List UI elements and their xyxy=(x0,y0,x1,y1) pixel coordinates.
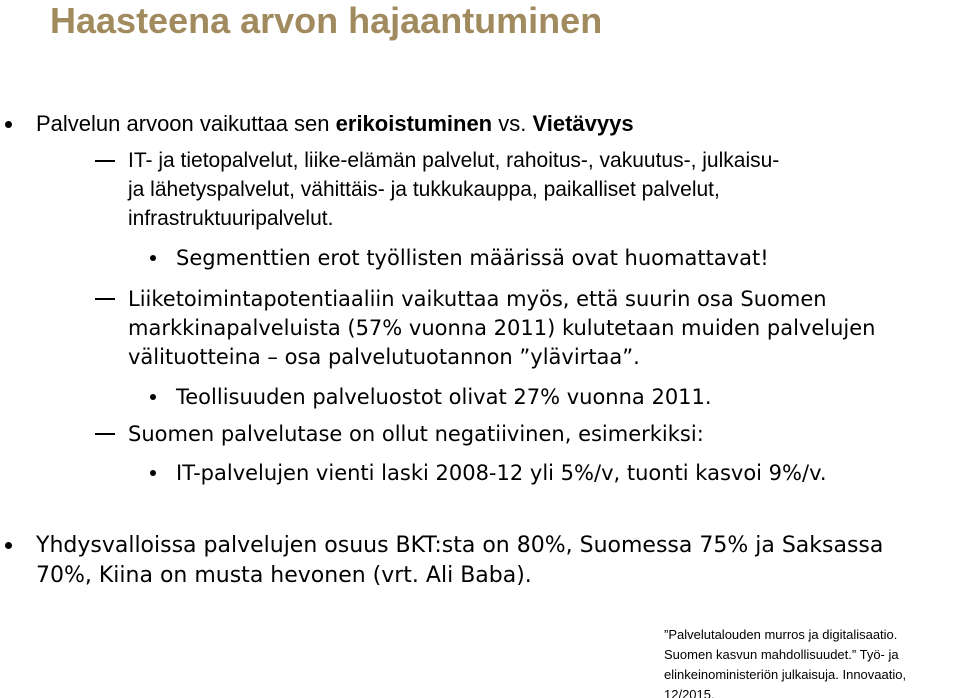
slide-title: Haasteena arvon hajaantuminen xyxy=(50,0,603,41)
sub3-text: IT-palvelujen vienti laski 2008-12 yli 5%/v, tuonti kasvoi 9%/v. xyxy=(176,461,827,485)
footnote-line3: elinkeinoministeriön julkaisuja. Innovaatio, xyxy=(664,667,907,682)
sub-bullet-marker xyxy=(150,255,156,261)
bullet2-line1: Yhdysvalloissa palvelujen osuus BKT:sta on 80%, Suomessa 75% ja Saksassa xyxy=(36,533,884,558)
dash1-line3: infrastruktuuripalvelut. xyxy=(128,207,334,230)
bullet-text-bold-exportability: Vietävyys xyxy=(532,111,634,136)
bullet-text-bold-specialization: erikoistuminen xyxy=(335,111,493,136)
footnote-line4: 12/2015. xyxy=(664,687,715,698)
footnote-line2: Suomen kasvun mahdollisuudet.” Työ- ja xyxy=(664,647,899,662)
bullet-text-value-specialization xyxy=(36,110,634,138)
dash2-line3: välituotteina – osa palvelutuotannon ”ylävirtaa”. xyxy=(128,345,640,369)
sub-bullet-marker xyxy=(150,394,156,400)
bullet-text-prefix: Palvelun arvoon vaikuttaa sen xyxy=(36,111,336,136)
dash-marker xyxy=(95,433,115,435)
footnote-line1: ”Palvelutalouden murros ja digitalisaatio. xyxy=(664,627,898,642)
sub-bullet-marker xyxy=(150,470,156,476)
sub1-text: Segmenttien erot työllisten määrissä ovat huomattavat! xyxy=(176,246,769,270)
dash-marker xyxy=(95,298,115,300)
bullet-text-mid: vs. xyxy=(492,111,533,136)
dash3-text: Suomen palvelutase on ollut negatiivinen, esimerkiksi: xyxy=(128,422,704,446)
dash2-line2: markkinapalveluista (57% vuonna 2011) kulutetaan muiden palvelujen xyxy=(128,316,876,340)
dash2-line1: Liiketoimintapotentiaaliin vaikuttaa myös, että suurin osa Suomen xyxy=(128,287,827,311)
footnote-citation xyxy=(664,625,956,698)
dash1-line2: ja lähetyspalvelut, vähittäis- ja tukkukauppa, paikalliset palvelut, xyxy=(128,178,720,201)
dash1-line1: IT- ja tietopalvelut, liike-elämän palvelut, rahoitus-, vakuutus-, julkaisu- xyxy=(128,149,780,172)
sub2-text: Teollisuuden palveluostot olivat 27% vuonna 2011. xyxy=(176,385,712,409)
bullet2-line2: 70%, Kiina on musta hevonen (vrt. Ali Baba). xyxy=(36,563,532,588)
bullet-marker xyxy=(5,542,12,549)
dash-marker xyxy=(95,160,115,162)
bullet-marker xyxy=(5,121,12,128)
